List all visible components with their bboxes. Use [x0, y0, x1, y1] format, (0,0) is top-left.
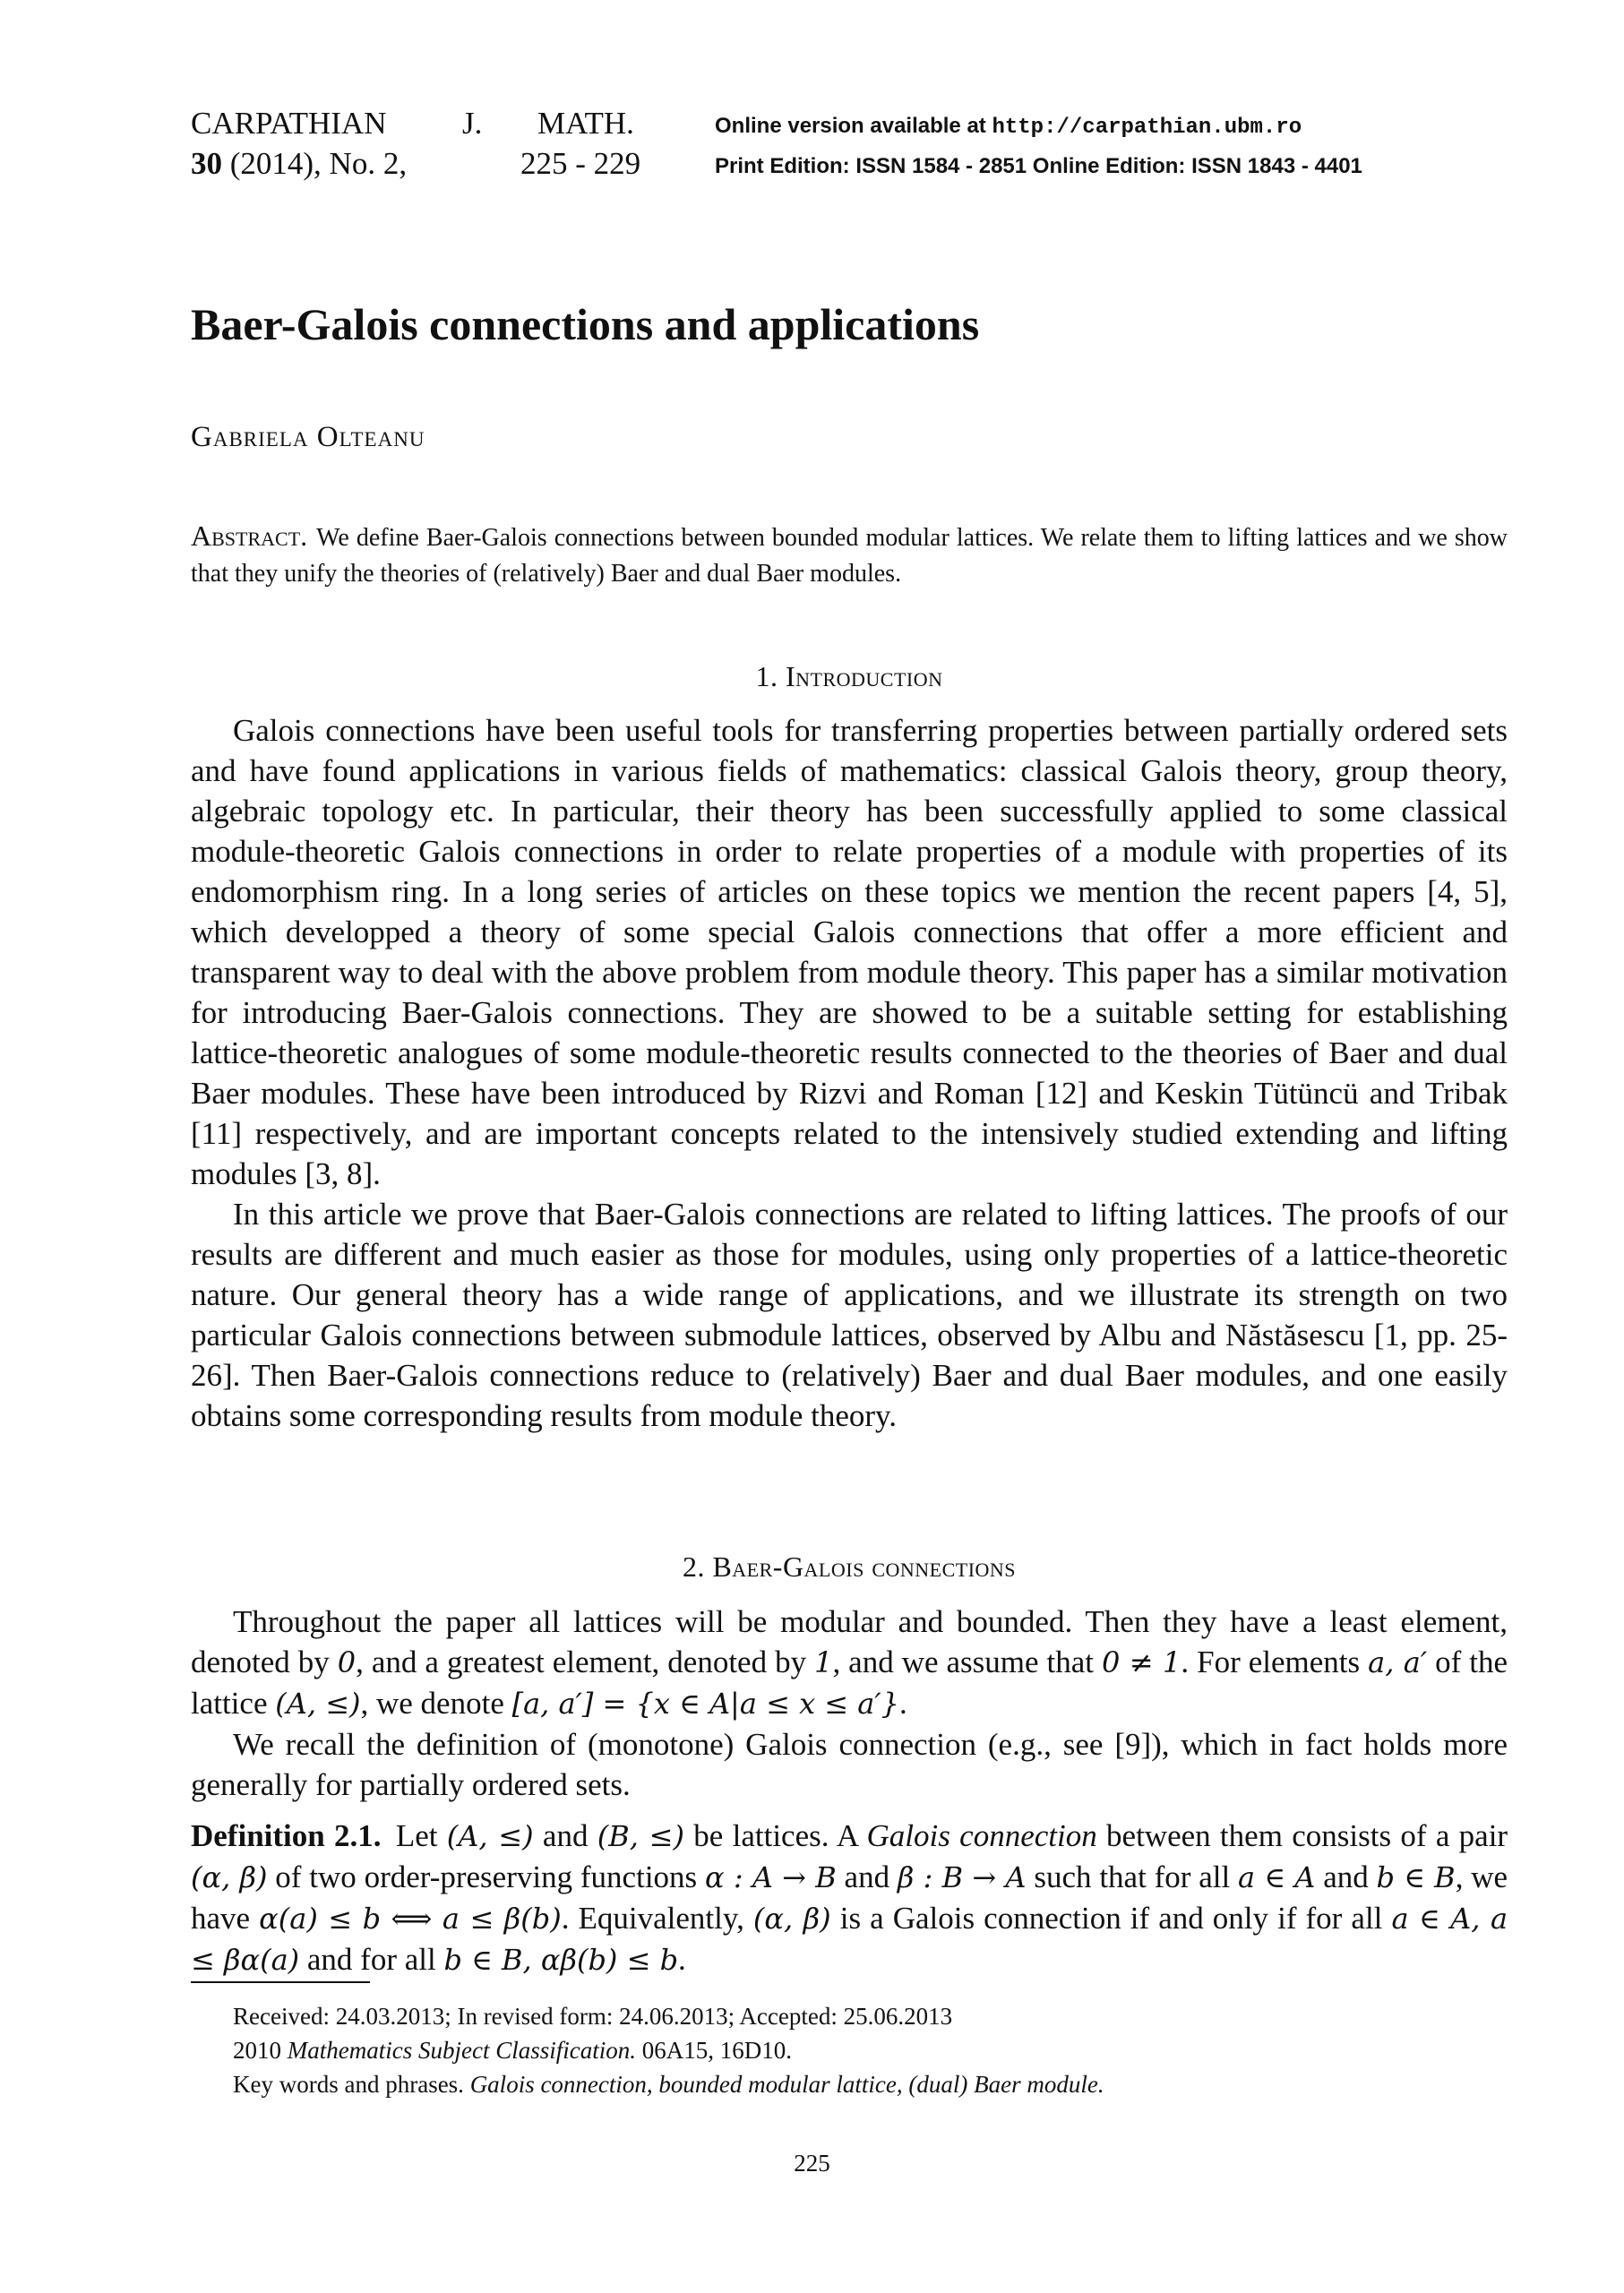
math-equivalence: α(a) ≤ b ⟺ a ≤ β(b) — [259, 1902, 562, 1936]
math-condition-b: b ∈ B, αβ(b) ≤ b — [443, 1943, 679, 1977]
intro-paragraph-1: Galois connections have been useful tools for transferring properties between partially ordered sets and have found applications in various fields of mathematics: classical Galois theory, group theory, algebraic topology etc. In particular, their theory has been successfully applied to some classical module-theoretic Galois connections in order to relate properties of a module with properties of its endomorphism ring. In a long series of articles on these topics we mention the recent papers [4, 5], which developped a theory of some special Galois connections that offer a more efficient and transparent way to deal with the above problem from module theory. This paper has a similar motivation for introducing Baer-Galois connections. They are showed to be a suitable setting for establishing lattice-theoretic analogues of some module-theoretic results connected to the theories of Baer and dual Baer modules. These have been introduced by Rizvi and Roman [12] and Keskin Tütüncü and Tribak [11] respectively, and are important concepts related to the intensively studied extending and lifting modules [3, 8]. — [191, 713, 1508, 1191]
online-prefix: Online version available at — [715, 114, 986, 138]
text-run: Let — [395, 1818, 438, 1853]
math-interval: [a, a′] = {x ∈ A|a ≤ x ≤ a′} — [511, 1687, 899, 1721]
journal-name-part1: CARPATHIAN — [191, 106, 387, 141]
math-lattice: (A, ≤) — [275, 1687, 361, 1721]
author-name: Gabriela Olteanu — [191, 421, 425, 453]
defined-term: Galois connection — [866, 1818, 1097, 1853]
math-pair: (α, β) — [191, 1860, 268, 1894]
text-run: . For elements — [1181, 1645, 1361, 1679]
section-2-body — [191, 1602, 1508, 1980]
text-run: . — [898, 1686, 907, 1721]
keywords-label: Key words and phrases. — [233, 2071, 464, 2098]
footnote-keywords — [233, 2067, 1487, 2101]
text-run: , we denote — [360, 1686, 504, 1721]
journal-issue — [191, 146, 407, 182]
online-version — [715, 114, 1302, 140]
issue-info: (2014), No. 2, — [229, 146, 408, 181]
text-run: and — [1323, 1859, 1369, 1894]
text-run: such that for all — [1034, 1859, 1231, 1894]
section-2-paragraph-2: We recall the definition of (monotone) Galois connection (e.g., see [9]), which in fact holds more generally for partially ordered sets. — [191, 1727, 1508, 1802]
definition-label: Definition 2.1. — [191, 1818, 382, 1853]
math-alpha: α : A → B — [704, 1860, 837, 1894]
keywords-text: Galois connection, bounded modular lattice, (dual) Baer module. — [469, 2071, 1104, 2098]
journal-name-part2: J. — [462, 106, 483, 141]
definition-text — [191, 1816, 1508, 1980]
footnote-msc — [233, 2033, 1487, 2067]
math-a-in-a: a ∈ A — [1238, 1860, 1316, 1894]
math-elements: a, a′ — [1368, 1645, 1428, 1679]
math-one: 1 — [814, 1645, 833, 1679]
definition-2-1 — [191, 1816, 1508, 1980]
online-url[interactable]: http://carpathian.ubm.ro — [992, 116, 1302, 140]
issn-info: Print Edition: ISSN 1584 - 2851 Online Edition: ISSN 1843 - 4401 — [715, 154, 1362, 178]
text-run: be lattices. A — [693, 1818, 858, 1853]
volume-number: 30 — [191, 146, 222, 181]
text-run: , we have — [191, 1859, 1508, 1936]
text-run: , and a greatest element, denoted by — [356, 1645, 807, 1679]
text-run: and — [844, 1859, 890, 1894]
text-run: of the lattice — [191, 1645, 1508, 1721]
page-number: 225 — [794, 2150, 830, 2177]
text-run: , and we assume that — [832, 1645, 1095, 1679]
text-run: and — [542, 1818, 589, 1853]
msc-label: Mathematics Subject Classification. — [287, 2037, 636, 2064]
text-run: of two order-preserving functions — [275, 1859, 698, 1894]
section-1-heading: 1. Introduction — [755, 660, 943, 692]
msc-codes: 06A15, 16D10. — [641, 2037, 792, 2064]
abstract — [191, 518, 1508, 592]
text-run: and for all — [306, 1942, 436, 1977]
math-beta: β : B → A — [897, 1860, 1027, 1894]
paper-title: Baer-Galois connections and applications — [191, 299, 980, 349]
math-pair: (α, β) — [752, 1902, 831, 1936]
text-run: Throughout the paper all lattices will be modular and bounded. Then they have a least element, denoted by — [191, 1604, 1508, 1679]
math-zero: 0 — [337, 1645, 357, 1679]
math-lattice-a: (A, ≤) — [446, 1819, 534, 1853]
math-condition-a: a ∈ A, a ≤ βα(a) — [191, 1902, 1508, 1977]
text-run: . — [678, 1942, 686, 1977]
abstract-label: Abstract. — [191, 520, 308, 552]
text-run: . Equivalently, — [561, 1901, 744, 1936]
intro-paragraph-2: In this article we prove that Baer-Galois connections are related to lifting lattices. The proofs of our results are different and much easier as those for modules, using only properties of a lattice-theoretic nature. Our general theory has a wide range of applications, and we illustrate its strength on two particular Galois connections between submodule lattices, observed by Albu and Năstăsescu [1, pp. 25-26]. Then Baer-Galois connections reduce to (relatively) Baer and dual Baer modules, and one easily obtains some corresponding results from module theory. — [191, 1197, 1508, 1433]
footnote-dates: Received: 24.03.2013; In revised form: 24.06.2013; Accepted: 25.06.2013 — [233, 2003, 953, 2030]
text-run: between them consists of a pair — [1106, 1818, 1508, 1853]
abstract-text: We define Baer-Galois connections between bounded modular lattices. We relate them to lifting lattices and we show that they unify the theories of (relatively) Baer and dual Baer modules. — [191, 524, 1508, 588]
page-range: 225 - 229 — [520, 146, 641, 181]
journal-masthead — [191, 106, 1445, 195]
math-inequality: 0 ≠ 1 — [1102, 1645, 1181, 1679]
msc-year: 2010 — [233, 2037, 281, 2064]
math-b-in-b: b ∈ B — [1376, 1860, 1456, 1894]
section-1-body — [191, 710, 1508, 1436]
section-2-heading: 2. Baer-Galois connections — [682, 1550, 1017, 1583]
section-2-paragraph-1 — [191, 1602, 1508, 1724]
text-run: is a Galois connection if and only if for all — [839, 1901, 1383, 1936]
journal-name-part3: MATH. — [537, 106, 634, 141]
footnote-divider — [191, 1981, 370, 1983]
footnotes — [233, 1999, 1487, 2101]
math-lattice-b: (B, ≤) — [597, 1819, 684, 1853]
